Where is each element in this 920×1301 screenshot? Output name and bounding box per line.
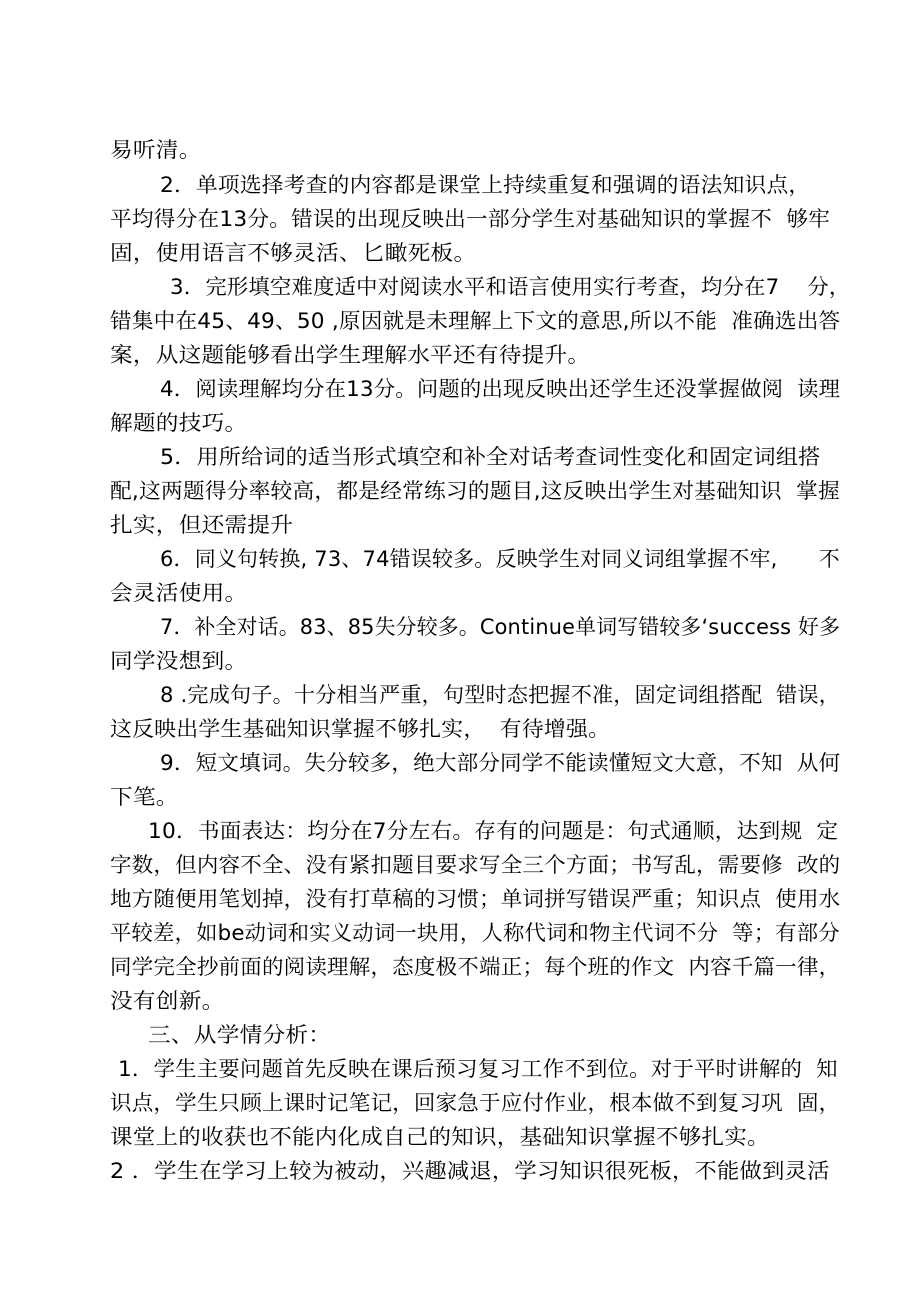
text-line: 字数，但内容不全、没有紧扣题目要求写全三个方面；书写乱，需要修 改的 <box>110 853 841 877</box>
text-line: 8 .完成句子。十分相当严重，句型时态把握不准，固定词组搭配 错误， <box>160 683 841 707</box>
text-line: 错集中在45、49、50 ,原因就是未理解上下文的意思,所以不能 准确选出答 <box>110 309 841 333</box>
text-line: 2．单项选择考查的内容都是课堂上持续重复和强调的语法知识点， <box>160 173 811 197</box>
text-line: 平较差，如be动词和实义动词一块用，人称代词和物主代词不分 等；有部分 <box>110 921 840 945</box>
text-line: 解题的技巧。 <box>110 411 248 435</box>
text-line: 2 ．学生在学习上较为被动，兴趣减退，学习知识很死板，不能做到灵活 <box>110 1159 830 1183</box>
text-line: 地方随便用笔划掉，没有打草稿的习惯；单词拼写错误严重；知识点 使用水 <box>110 887 841 911</box>
text-line: 同学没想到。 <box>110 649 248 673</box>
text-line: 下笔。 <box>110 785 179 809</box>
text-line: 易听清。 <box>110 138 202 162</box>
text-line: 10．书面表达：均分在7分左右。存有的问题是：句式通顺，达到规 定 <box>148 819 839 843</box>
text-line: 7．补全对话。83、85失分较多。Continue单词写错较多‘success 好多 <box>160 615 841 639</box>
text-line: 1．学生主要问题首先反映在课后预习复习工作不到位。对于平时讲解的 知 <box>118 1057 838 1081</box>
text-line: 3．完形填空难度适中对阅读水平和语言使用实行考查，均分在7 分， <box>170 275 851 299</box>
section-heading: 三、从学情分析： <box>148 1023 332 1047</box>
text-line: 同学完全抄前面的阅读理解，态度极不端正；每个班的作文 内容千篇一律， <box>110 955 841 979</box>
text-line: 5．用所给词的适当形式填空和补全对话考查词性变化和固定词组搭 <box>160 445 821 469</box>
text-line: 没有创新。 <box>110 989 225 1013</box>
text-line: 会灵活使用。 <box>110 581 248 605</box>
text-line: 识点，学生只顾上课时记笔记，回家急于应付作业，根本做不到复习巩 固， <box>110 1091 841 1115</box>
text-line: 9．短文填词。失分较多，绝大部分同学不能读懂短文大意，不知 从何 <box>160 751 841 775</box>
text-line: 课堂上的收获也不能内化成自己的知识，基础知识掌握不够扎实。 <box>110 1125 770 1149</box>
text-line: 配,这两题得分率较高，都是经常练习的题目,这反映出学生对基础知识 掌握 <box>110 479 840 503</box>
text-line: 固，使用语言不够灵活、匕瞰死板。 <box>110 241 477 265</box>
text-line: 4．阅读理解均分在13分。问题的出现反映出还学生还没掌握做阅 读理 <box>160 377 841 401</box>
text-line: 扎实，但还需提升 <box>110 513 294 537</box>
text-line: 6．同义句转换, 73、74错误较多。反映学生对同义词组掌握不牢, 不 <box>160 547 840 571</box>
text-line: 这反映出学生基础知识掌握不够扎实， 有待增强。 <box>110 717 611 741</box>
text-line: 案，从这题能够看出学生理解水平还有待提升。 <box>110 343 591 367</box>
text-line: 平均得分在13分。错误的出现反映出一部分学生对基础知识的掌握不 够牢 <box>110 207 831 231</box>
